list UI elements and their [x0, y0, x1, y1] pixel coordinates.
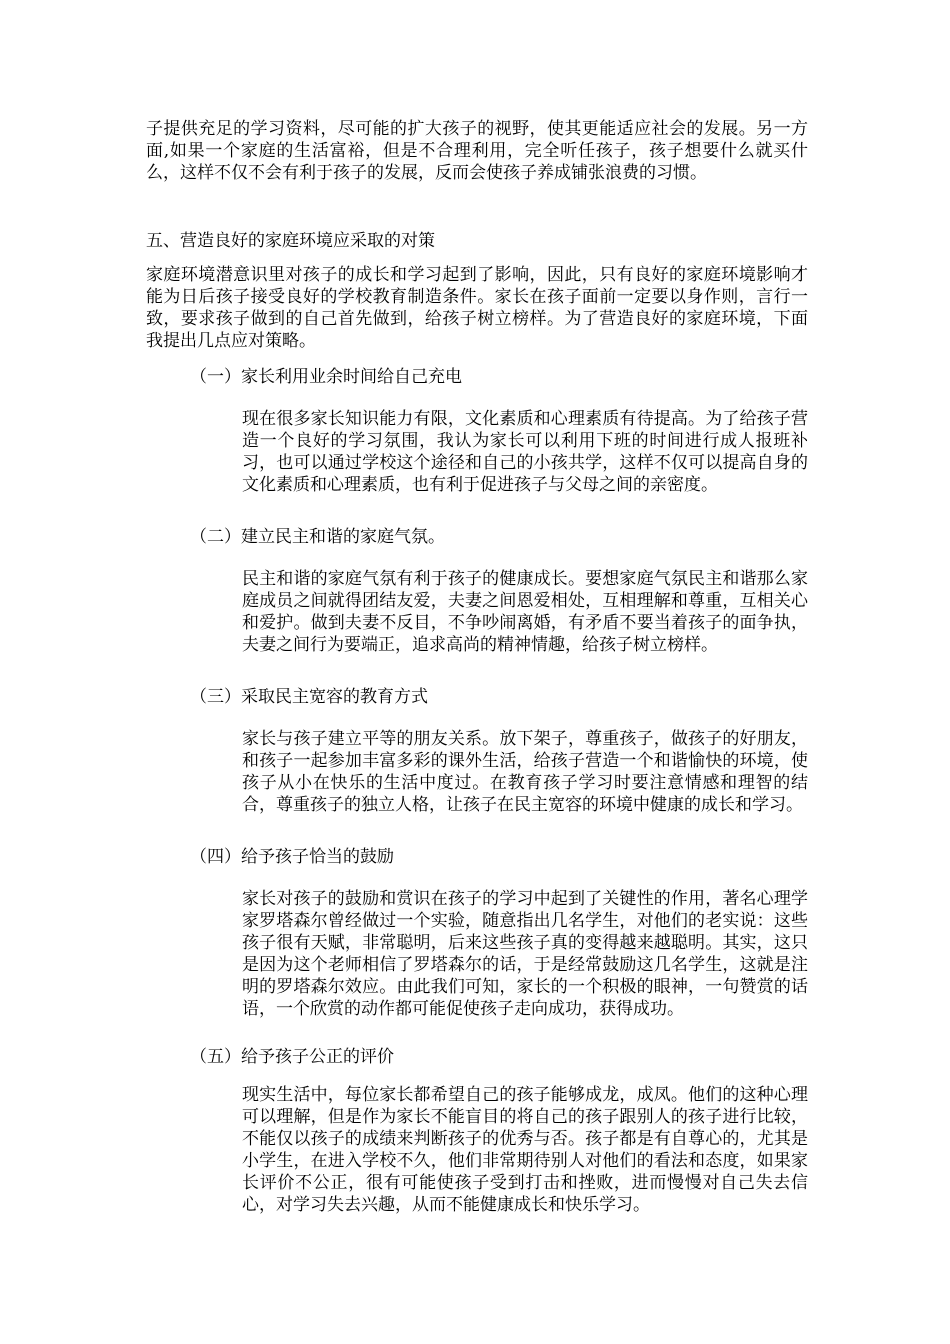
- subsection-heading-2: （二）建立民主和谐的家庭气氛。: [190, 527, 445, 547]
- intro-paragraph: 子提供充足的学习资料，尽可能的扩大孩子的视野，使其更能适应社会的发展。另一方面,如果一个家庭的生活富裕，但是不合理利用，完全听任孩子，孩子想要什么就买什么，这样不仅不会有利于孩子的发展，反而会使孩子养成铺张浪费的习惯。: [146, 119, 808, 183]
- subsection-heading-1: （一）家长利用业余时间给自己充电: [190, 367, 462, 387]
- subsection-paragraph-5: 现实生活中，每位家长都希望自己的孩子能够成龙，成凤。他们的这种心理可以理解，但是作为家长不能盲目的将自己的孩子跟别人的孩子进行比较，不能仅以孩子的成绩来判断孩子的优秀与否。孩子都是有自尊心的，尤其是小学生，在进入学校不久，他们非常期待别人对他们的看法和态度，如果家长评价不公正，很有可能使孩子受到打击和挫败，进而慢慢对自己失去信心，对学习失去兴趣，从而不能健康成长和快乐学习。: [242, 1085, 808, 1215]
- subsection-heading-4: （四）给予孩子恰当的鼓励: [190, 847, 394, 867]
- subsection-paragraph-4: 家长对孩子的鼓励和赏识在孩子的学习中起到了关键性的作用，著名心理学家罗塔森尔曾经做过一个实验，随意指出几名学生，对他们的老实说：这些孩子很有天赋，非常聪明，后来这些孩子真的变得越来越聪明。其实，这只是因为这个老师相信了罗塔森尔的话，于是经常鼓励这几名学生，这就是注明的罗塔森尔效应。由此我们可知，家长的一个积极的眼神，一句赞赏的话语，一个欣赏的动作都可能促使孩子走向成功，获得成功。: [242, 889, 808, 1019]
- section-paragraph: 家庭环境潜意识里对孩子的成长和学习起到了影响，因此，只有良好的家庭环境影响才能为日后孩子接受良好的学校教育制造条件。家长在孩子面前一定要以身作则，言行一致，要求孩子做到的自己首先做到，给孩子树立榜样。为了营造良好的家庭环境，下面我提出几点应对策略。: [146, 265, 808, 351]
- subsection-paragraph-3: 家长与孩子建立平等的朋友关系。放下架子，尊重孩子，做孩子的好朋友，和孩子一起参加丰富多彩的课外生活，给孩子营造一个和谐愉快的环境，使孩子从小在快乐的生活中度过。在教育孩子学习时要注意情感和理智的结合，尊重孩子的独立人格，让孩子在民主宽容的环境中健康的成长和学习。: [242, 729, 808, 815]
- section-heading: 五、营造良好的家庭环境应采取的对策: [146, 231, 435, 251]
- subsection-paragraph-1: 现在很多家长知识能力有限，文化素质和心理素质有待提高。为了给孩子营造一个良好的学习氛围，我认为家长可以利用下班的时间进行成人报班补习，也可以通过学校这个途径和自己的小孩共学，这样不仅可以提高自身的文化素质和心理素质，也有利于促进孩子与父母之间的亲密度。: [242, 409, 808, 495]
- subsection-heading-3: （三）采取民主宽容的教育方式: [190, 687, 428, 707]
- subsection-paragraph-2: 民主和谐的家庭气氛有利于孩子的健康成长。要想家庭气氛民主和谐那么家庭成员之间就得团结友爱，夫妻之间恩爱相处，互相理解和尊重，互相关心和爱护。做到夫妻不反目，不争吵闹离婚，有矛盾不要当着孩子的面争执，夫妻之间行为要端正，追求高尚的精神情趣，给孩子树立榜样。: [242, 569, 808, 655]
- subsection-heading-5: （五）给予孩子公正的评价: [190, 1047, 394, 1067]
